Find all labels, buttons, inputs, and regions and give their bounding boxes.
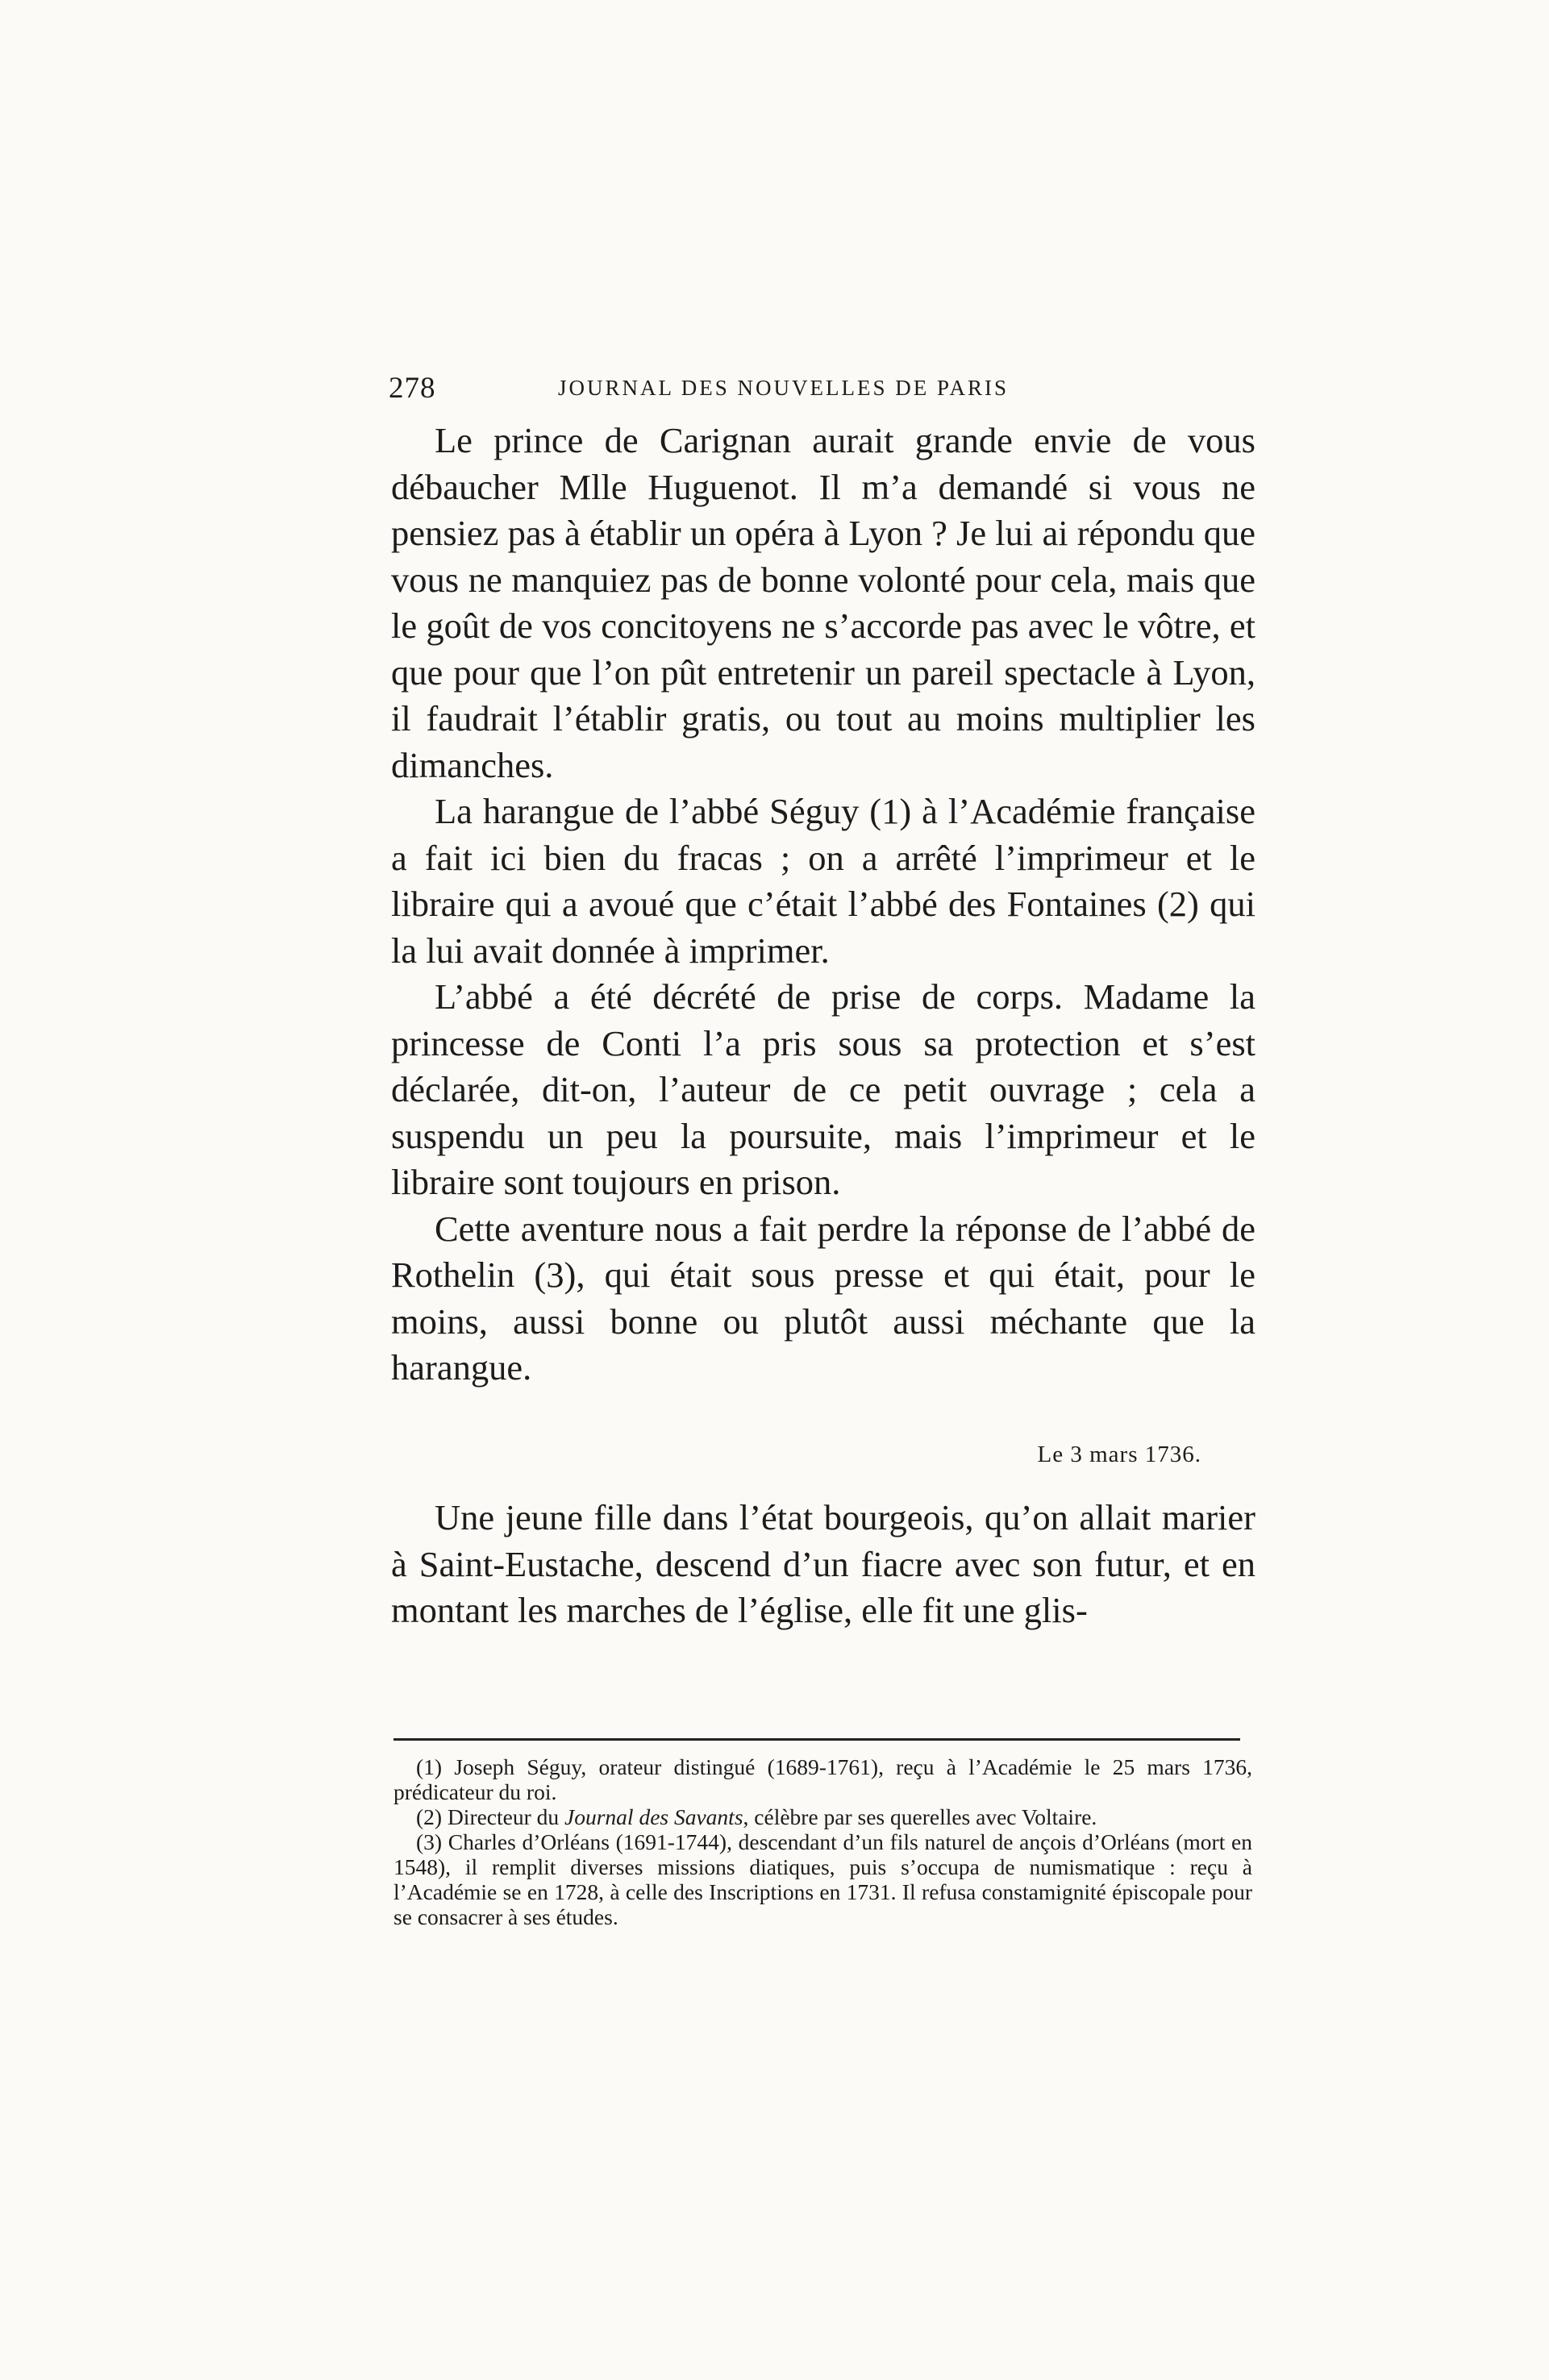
paragraph: Cette aventure nous a fait perdre la réponse de l’abbé de Rothelin (3), qui était sous presse et qui était, pour le moins, aussi bonne ou plutôt aussi méchante que la harangue. xyxy=(391,1208,1255,1388)
footnote-2-journal-title: Journal des Savants xyxy=(564,1804,743,1829)
footnote-2-text-start: (2) Directeur du xyxy=(416,1804,565,1829)
footnote-1: (1) Joseph Séguy, orateur distingué (1689-1761), reçu à l’Académie le 25 mars 1736, prédicateur du roi. xyxy=(393,1754,1252,1804)
main-text-continued xyxy=(391,1495,1255,1634)
paragraph: Le prince de Carignan aurait grande envie de vous débaucher Mlle Huguenot. Il m’a demandé si vous ne pensiez pas à établir un opéra à Lyon ? Je lui ai répondu que vous ne manquiez pas de bonne volonté pour cela, mais que le goût de vos concitoyens ne s’accorde pas avec le vôtre, et que pour que l’on pût entretenir un pareil spectacle à Lyon, il faudrait l’établir gratis, ou tout au moins multiplier les dimanches. xyxy=(391,420,1255,785)
footnote-2-text-end: , célèbre par ses querelles avec Voltaire. xyxy=(743,1804,1097,1829)
paragraph: La harangue de l’abbé Séguy (1) à l’Académie française a fait ici bien du fracas ; on a arrêté l’imprimeur et le libraire qui a avoué que c’était l’abbé des Fontaines (2) qui la lui avait donnée à imprimer. xyxy=(391,791,1255,971)
page-number: 278 xyxy=(389,372,436,405)
footnotes xyxy=(393,1754,1252,1929)
dateline: Le 3 mars 1736. xyxy=(1037,1442,1201,1467)
page-header xyxy=(389,364,1243,413)
footnote-3: (3) Charles d’Orléans (1691-1744), descendant d’un fils naturel de ançois d’Orléans (mort en 1548), il remplit diverses missions diatiques, puis s’occupa de numismatique : reçu à l’Académie se en 1728, à celle des Inscriptions en 1731. Il refusa constamignité épiscopale pour se consacrer à ses études. xyxy=(393,1829,1252,1929)
paragraph: Une jeune fille dans l’état bourgeois, qu’on allait marier à Saint-Eustache, descend d’un fiacre avec son futur, et en montant les marches de l’église, elle fit une glis- xyxy=(391,1497,1255,1630)
footnote-divider xyxy=(393,1738,1240,1741)
paragraph: L’abbé a été décrété de prise de corps. Madame la princesse de Conti l’a pris sous sa protection et s’est déclarée, dit-on, l’auteur de ce petit ouvrage ; cela a suspendu un peu la poursuite, mais l’imprimeur et le libraire sont toujours en prison. xyxy=(391,976,1255,1202)
running-title: JOURNAL DES NOUVELLES DE PARIS xyxy=(558,376,1010,400)
main-text xyxy=(391,418,1255,1392)
footnote-2 xyxy=(393,1804,1252,1829)
